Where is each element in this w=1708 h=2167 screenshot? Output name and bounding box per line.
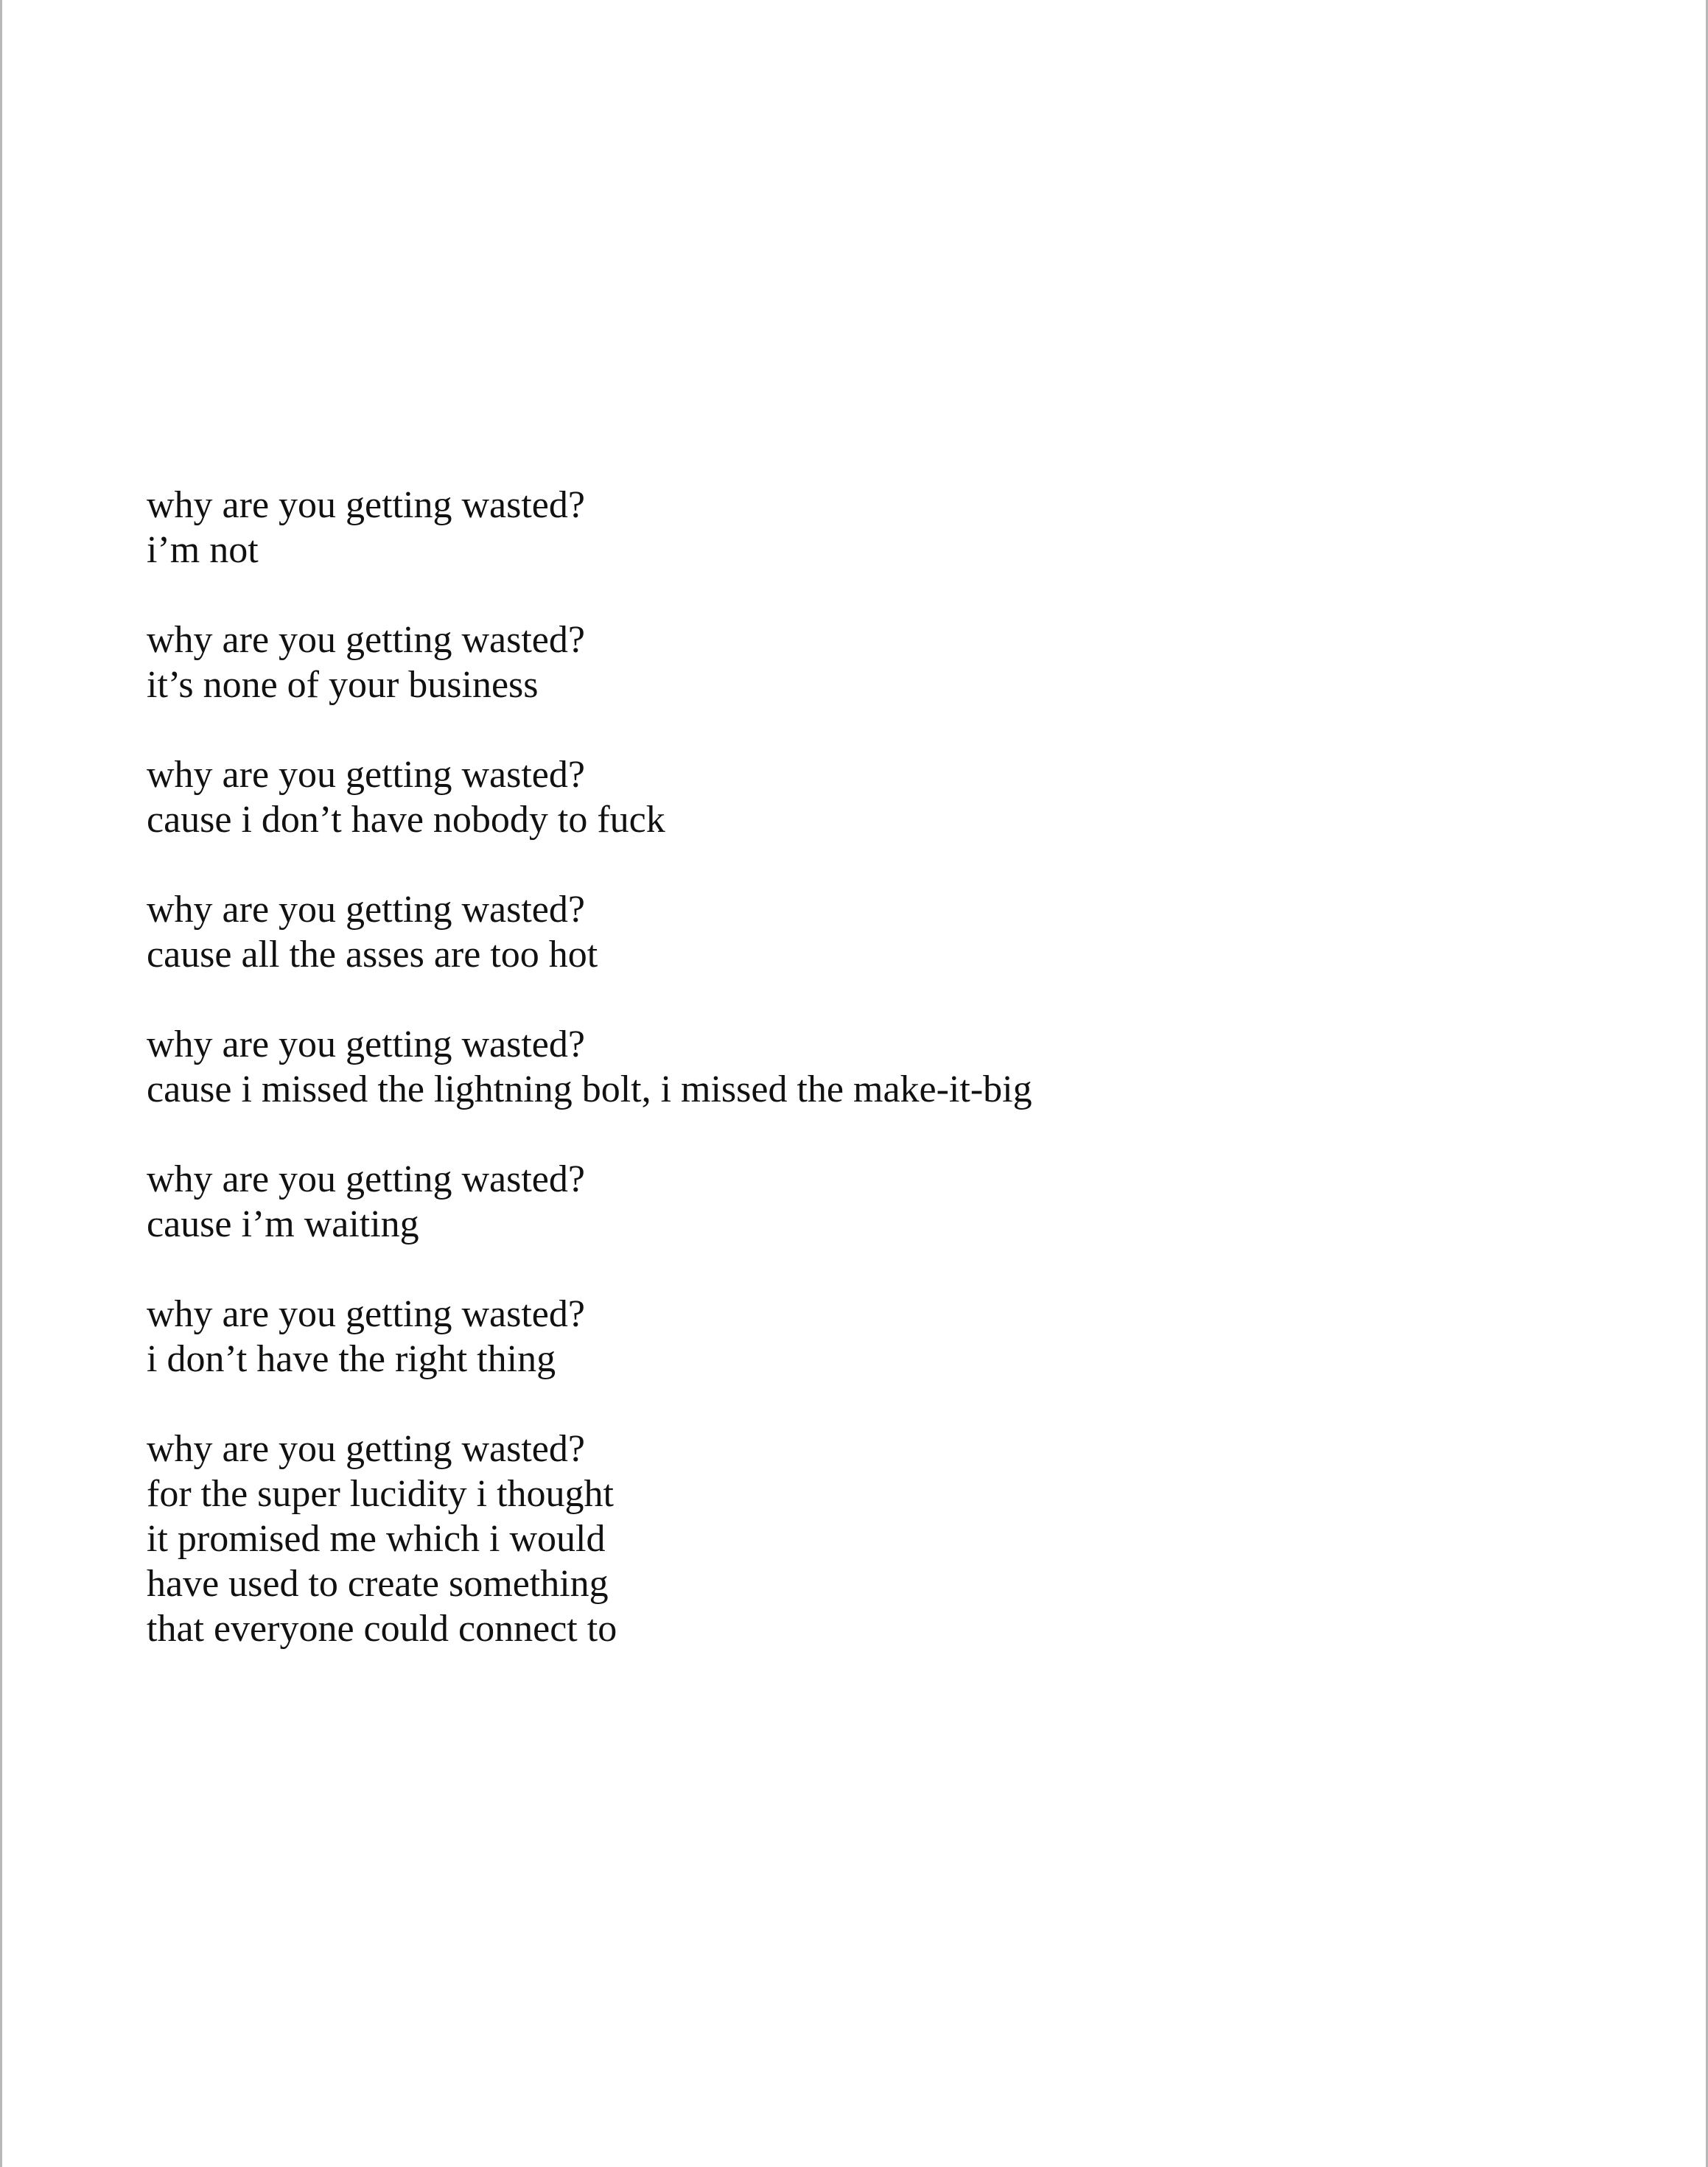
poem-line: why are you getting wasted? xyxy=(147,1158,585,1200)
poem-line: why are you getting wasted? xyxy=(147,889,585,931)
stanza xyxy=(147,483,1032,573)
poem-body xyxy=(147,483,1032,1651)
poem-line: it promised me which i would xyxy=(147,1518,606,1560)
stanza xyxy=(147,752,1032,842)
poem-line: that everyone could connect to xyxy=(147,1608,617,1650)
stanza xyxy=(147,1157,1032,1247)
poem-line: why are you getting wasted? xyxy=(147,754,585,796)
poem-line: why are you getting wasted? xyxy=(147,1428,585,1470)
poem-line: why are you getting wasted? xyxy=(147,1023,585,1065)
stanza xyxy=(147,617,1032,707)
stanza xyxy=(147,887,1032,977)
stanza xyxy=(147,1426,1032,1651)
poem-line: why are you getting wasted? xyxy=(147,1293,585,1335)
poem-line: it’s none of your business xyxy=(147,664,539,706)
poem-line: cause i don’t have nobody to fuck xyxy=(147,799,665,841)
poem-line: why are you getting wasted? xyxy=(147,619,585,661)
poem-line: cause all the asses are too hot xyxy=(147,934,598,976)
poem-line: i’m not xyxy=(147,529,259,571)
stanza xyxy=(147,1292,1032,1382)
poem-line: cause i missed the lightning bolt, i missed the make-it-big xyxy=(147,1068,1032,1110)
poem-line: for the super lucidity i thought xyxy=(147,1473,615,1515)
poem-line: have used to create something xyxy=(147,1563,609,1605)
poem-line: cause i’m waiting xyxy=(147,1203,419,1245)
stanza xyxy=(147,1022,1032,1112)
poem-line: i don’t have the right thing xyxy=(147,1338,556,1380)
poem-line: why are you getting wasted? xyxy=(147,484,585,526)
